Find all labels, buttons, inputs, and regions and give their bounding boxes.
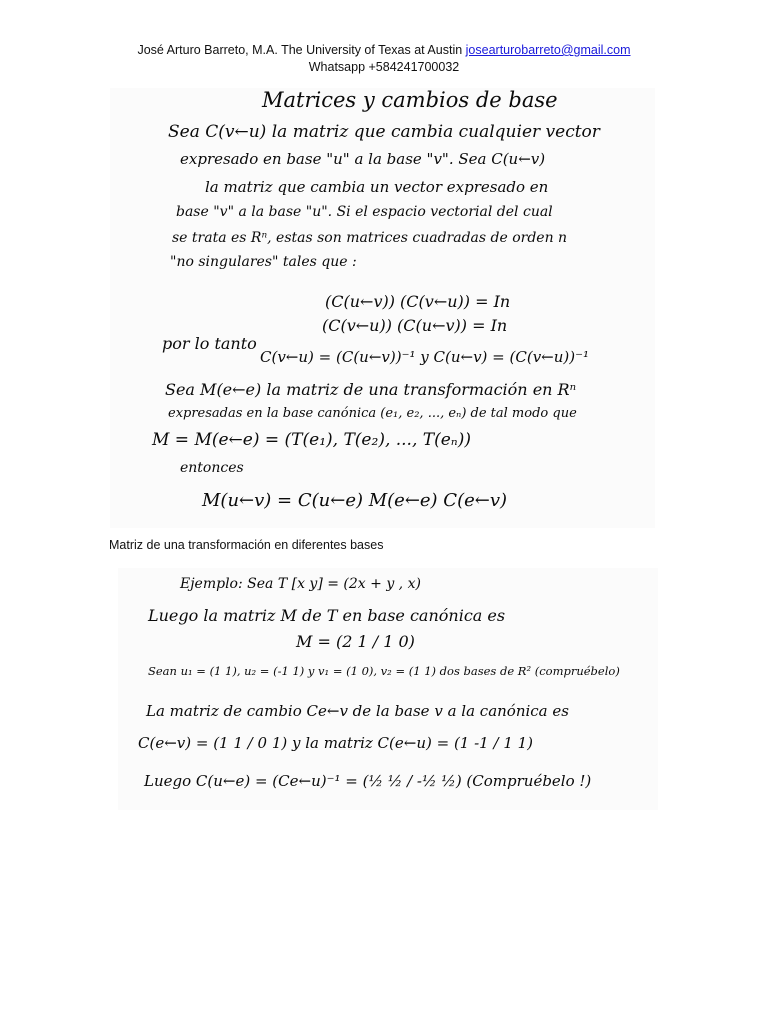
m-definition: M = M(e←e) = (T(e₁), T(e₂), ..., T(eₙ)) [152, 430, 471, 450]
handwritten-title: Matrices y cambios de base [262, 88, 558, 112]
entonces-label: entonces [180, 460, 244, 476]
hw-line-5: se trata es Rⁿ, estas son matrices cuadradas de orden n [172, 230, 568, 246]
whatsapp-line: Whatsapp +584241700032 [308, 60, 460, 74]
por-lo-tanto: por lo tanto [162, 334, 257, 353]
sea-m-line-2: expresadas en la base canónica (e₁, e₂, ..., eₙ) de tal modo que [168, 406, 577, 421]
header-line-1 [0, 42, 768, 59]
equation-3: C(v←u) = (C(u←v))⁻¹ y C(u←v) = (C(v←u))⁻¹ [260, 348, 590, 366]
hw-line-1: Sea C(v←u) la matriz que cambia cualquier vector [168, 122, 600, 142]
equation-2: (C(v←u)) (C(u←v)) = In [322, 316, 508, 335]
email-link[interactable]: josearturobarreto@gmail.com [465, 43, 631, 57]
hw-line-3: la matriz que cambia un vector expresado en [205, 178, 549, 196]
c-matrices-line: C(e←v) = (1 1 / 0 1) y la matriz C(e←u) = (1 -1 / 1 1) [138, 734, 534, 752]
handwritten-scan-2 [118, 568, 658, 810]
document-header [0, 42, 768, 76]
hw-line-6: "no singulares" tales que : [170, 254, 357, 270]
section-label: Matriz de una transformación en diferentes bases [109, 538, 384, 552]
m-value: M = (2 1 / 1 0) [296, 632, 415, 651]
change-matrix-line: La matriz de cambio Ce←v de la base v a la canónica es [146, 702, 569, 720]
bases-line: Sean u₁ = (1 1), u₂ = (-1 1) y v₁ = (1 0), v₂ = (1 1) dos bases de R² (compruébelo) [148, 664, 620, 678]
final-equation: M(u←v) = C(u←e) M(e←e) C(e←v) [202, 490, 508, 511]
equation-1: (C(u←v)) (C(v←u)) = In [325, 292, 511, 311]
hw-line-4: base "v" a la base "u". Si el espacio vectorial del cual [176, 204, 553, 220]
hw-line-2: expresado en base "u" a la base "v". Sea C(u←v) [180, 150, 546, 168]
handwritten-scan-1 [110, 88, 655, 528]
sea-m-line-1: Sea M(e←e) la matriz de una transformación en Rⁿ [165, 380, 577, 399]
inverse-line: Luego C(u←e) = (Ce←u)⁻¹ = (½ ½ / -½ ½) (Compruébelo !) [144, 772, 592, 790]
author-affiliation: José Arturo Barreto, M.A. The University of Texas at Austin [137, 43, 463, 57]
matrix-m-line: Luego la matriz M de T en base canónica es [148, 606, 506, 625]
example-line: Ejemplo: Sea T [x y] = (2x + y , x) [180, 576, 421, 592]
